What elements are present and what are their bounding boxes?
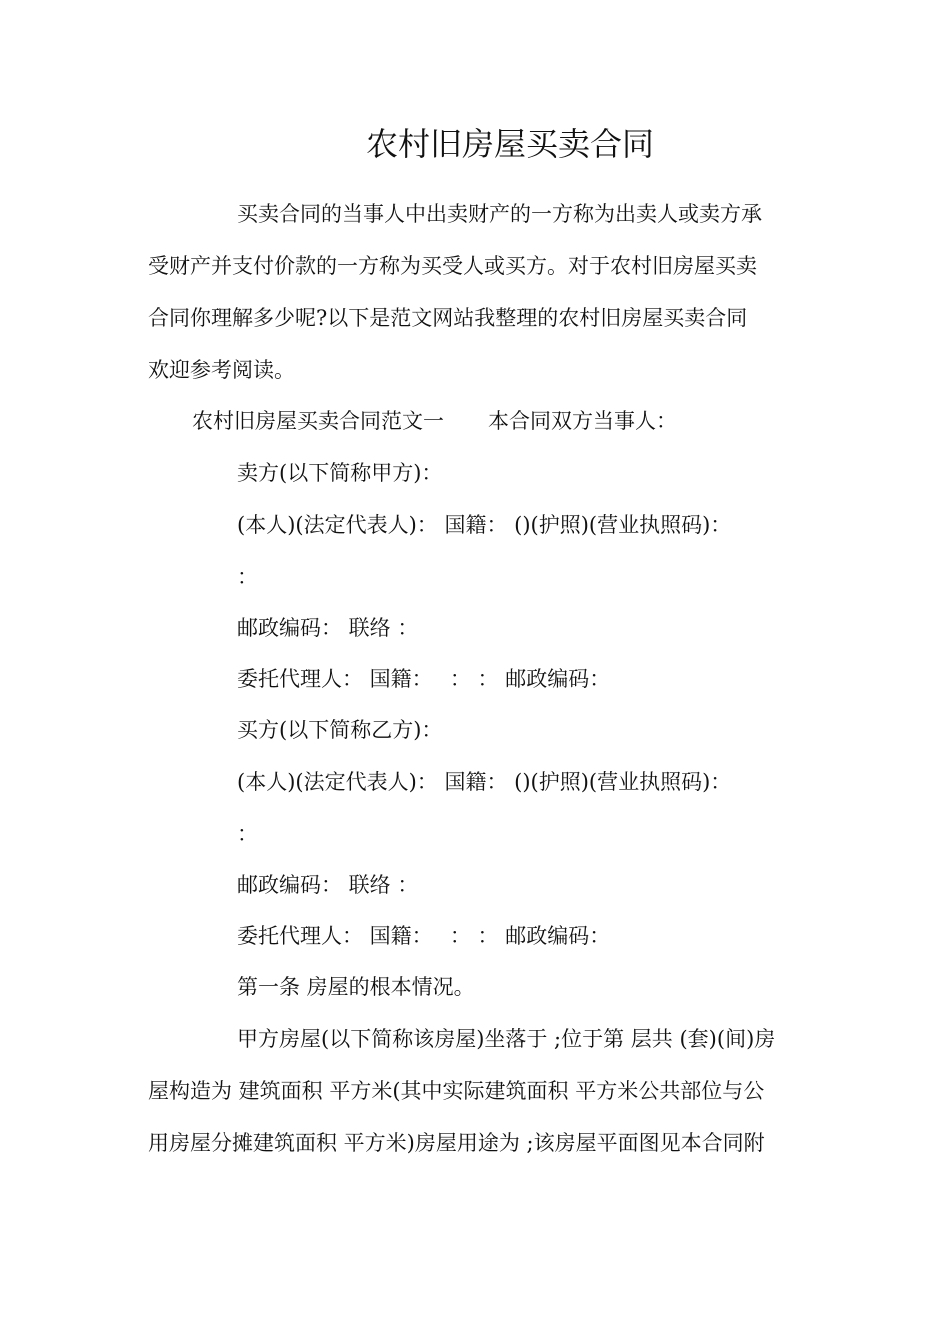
paragraph-line: 屋构造为 建筑面积 平方米(其中实际建筑面积 平方米公共部位与公 — [148, 1079, 765, 1103]
document-title: 农村旧房屋买卖合同 — [365, 125, 654, 163]
paragraph-line: 买卖合同的当事人中出卖财产的一方称为出卖人或卖方承 — [237, 202, 762, 226]
section-heading-line — [192, 406, 677, 436]
buyer-postal-line: 邮政编码： 联络 ： — [237, 873, 419, 897]
buyer-colon-line: ： — [237, 822, 258, 846]
seller-id-line: (本人)(法定代表人)： 国籍： ()(护照)(营业执照码)： — [237, 513, 732, 537]
buyer-agent-line: 委托代理人： 国籍： ： ： 邮政编码： — [237, 924, 611, 948]
seller-colon-line: ： — [237, 565, 258, 589]
buyer-id-line: (本人)(法定代表人)： 国籍： ()(护照)(营业执照码)： — [237, 770, 732, 794]
seller-heading: 卖方(以下简称甲方)： — [237, 461, 443, 485]
seller-agent-line: 委托代理人： 国籍： ： ： 邮政编码： — [237, 667, 611, 691]
seller-postal-line: 邮政编码： 联络 ： — [237, 616, 419, 640]
section-heading: 农村旧房屋买卖合同范文一 — [192, 409, 444, 433]
parties-label: 本合同双方当事人： — [488, 409, 677, 433]
paragraph-line: 用房屋分摊建筑面积 平方米)房屋用途为 ;该房屋平面图见本合同附 — [148, 1131, 765, 1155]
buyer-heading: 买方(以下简称乙方)： — [237, 718, 443, 742]
paragraph-line: 欢迎参考阅读。 — [148, 358, 295, 382]
paragraph-line: 甲方房屋(以下简称该房屋)坐落于 ;位于第 层共 (套)(间)房 — [237, 1027, 776, 1051]
paragraph-line: 受财产并支付价款的一方称为买受人或买方。对于农村旧房屋买卖 — [148, 254, 757, 278]
paragraph-line: 合同你理解多少呢?以下是范文网站我整理的农村旧房屋买卖合同 — [148, 306, 748, 330]
article-one-heading: 第一条 房屋的根本情况。 — [237, 975, 475, 999]
